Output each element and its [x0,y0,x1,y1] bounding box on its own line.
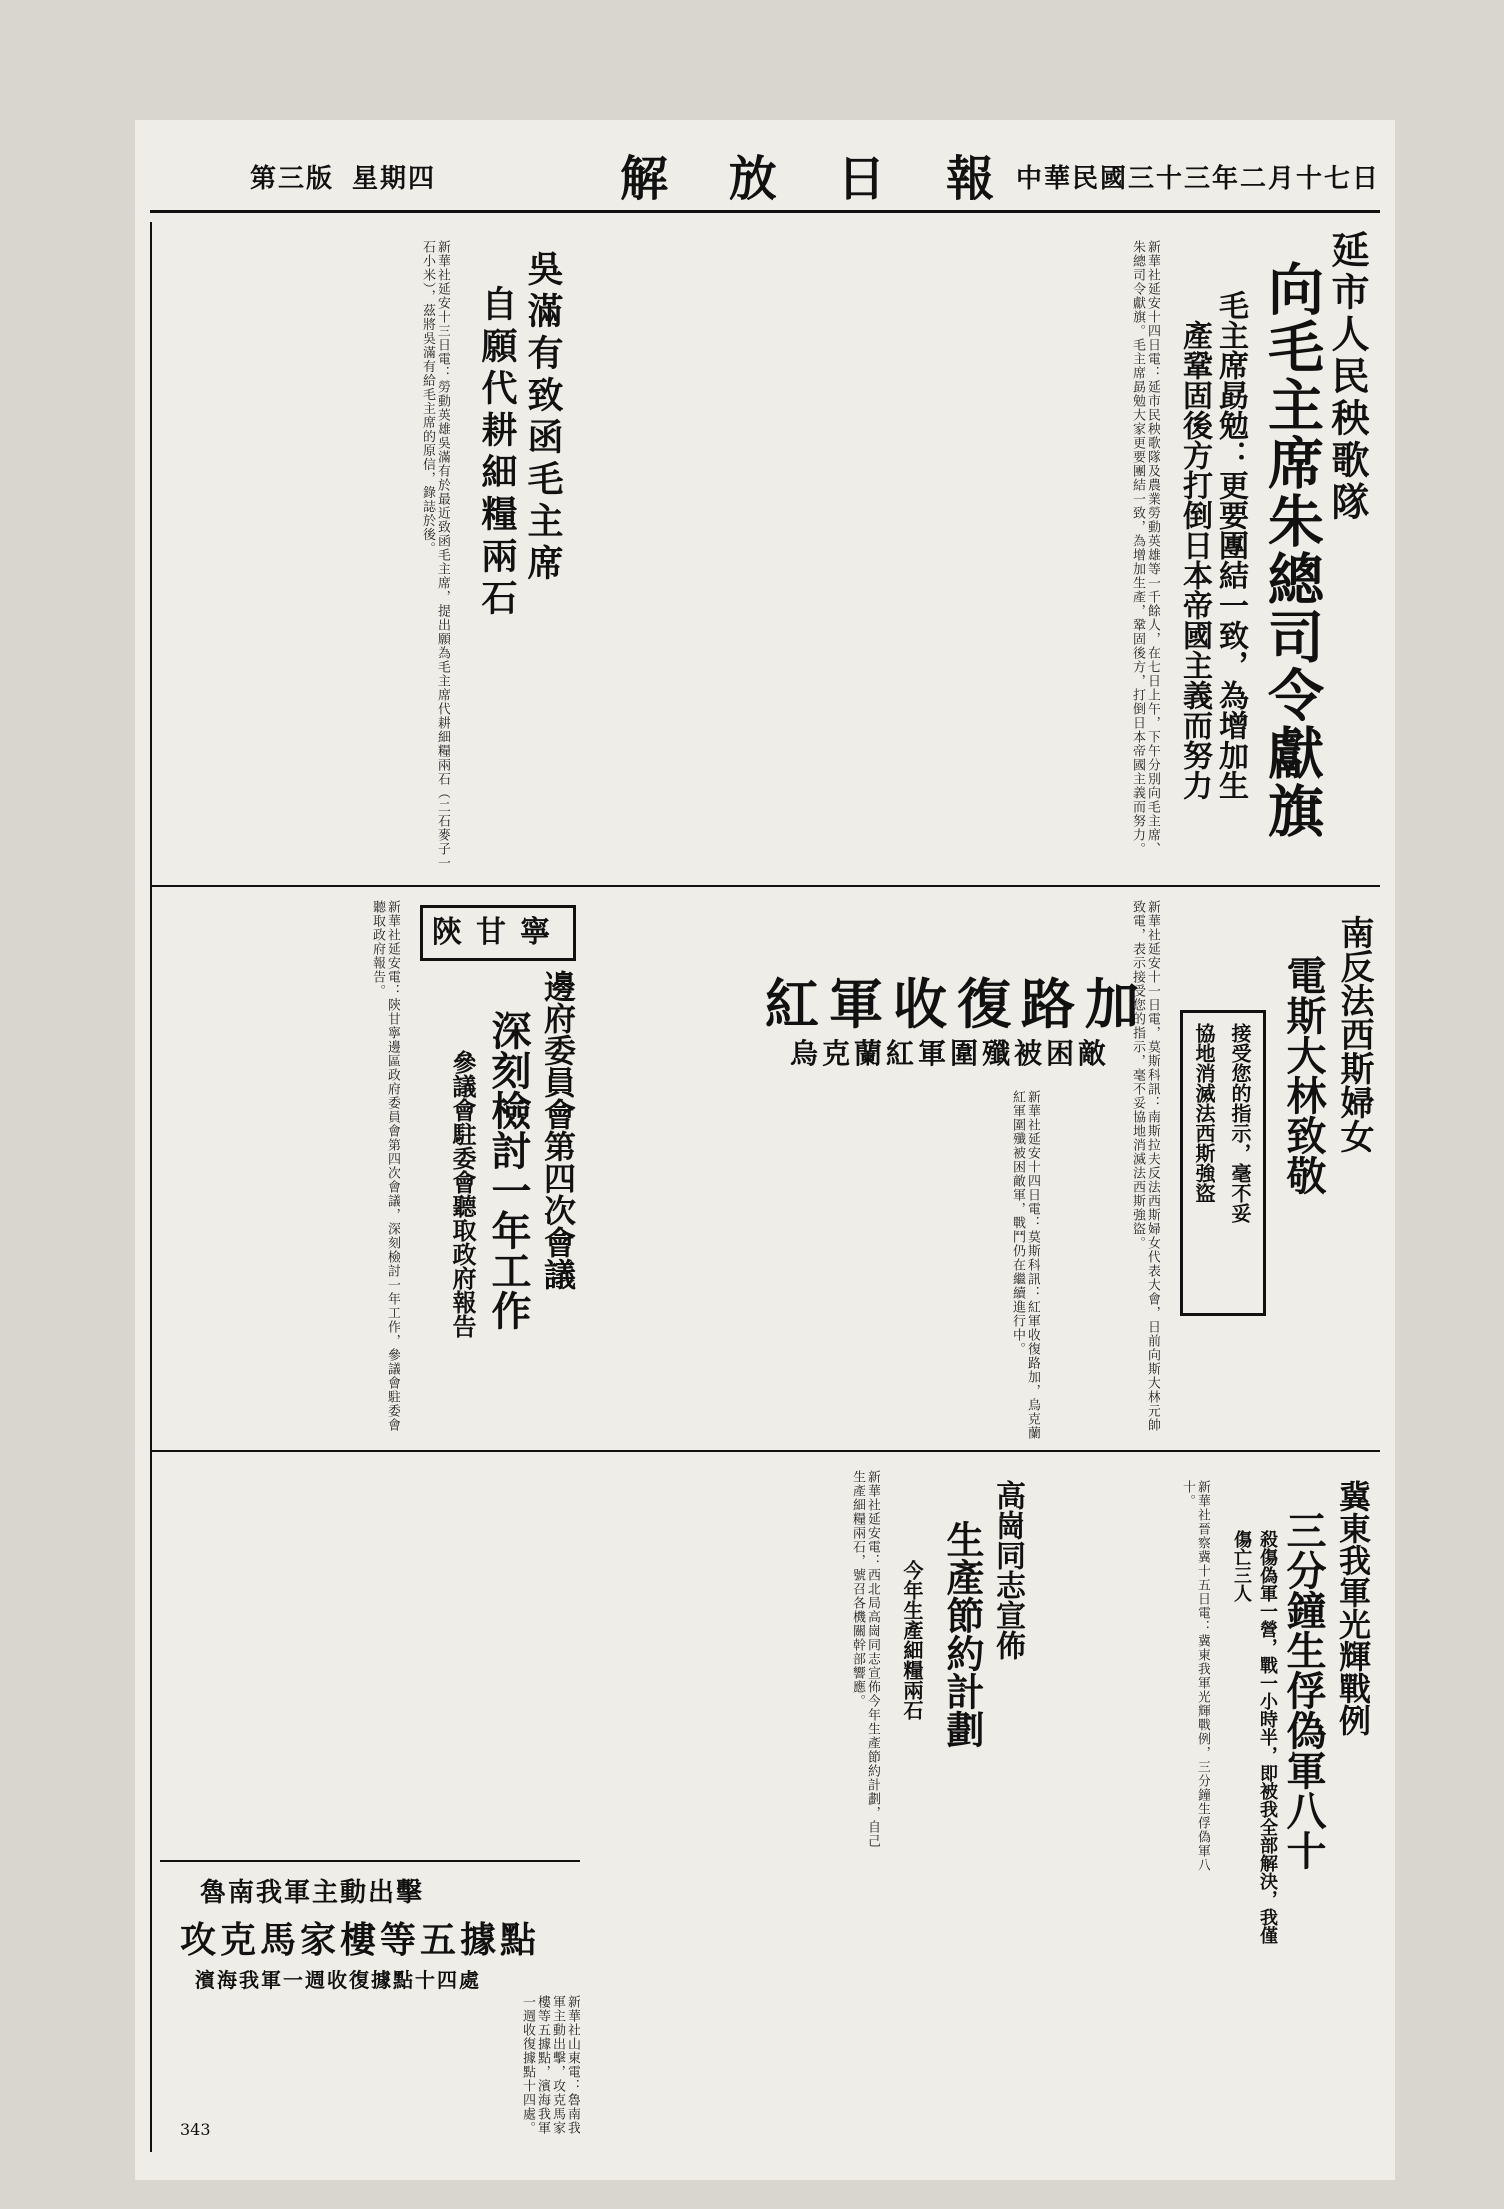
red-army-headline: 紅軍收復路加 [765,972,1149,1036]
gaogang-body: 新華社延安電：西北局高崗同志宣佈今年生產節約計劃，自己生產細糧兩石，號召各機關幹部響應。 [850,1470,880,1848]
masthead-rule [150,210,1380,213]
red-army-body: 新華社延安十四日電：莫斯科訊：紅軍收復路加，烏克蘭紅軍圍殲被困敵軍，戰鬥仍在繼續進行中。 [1010,1090,1040,1440]
wuman-body: 新華社延安十三日電：勞動英雄吳滿有於最近致函毛主席，提出願為毛主席代耕細糧兩石（二石麥子一石小米），茲將吳滿有給毛主席的原信，錄誌於後。 [420,240,450,870]
issue-date: 中華民國三十三年二月十七日 [1015,164,1380,194]
wuman-headline-1: 吳滿有致函毛主席 [522,250,564,586]
wuman-headline-2: 自願代耕細糧兩石 [476,285,518,621]
jidong-headline-1: 冀東我軍光輝戰例 [1334,1480,1372,1736]
red-army-subhead: 烏克蘭紅軍圍殲被困敵 [790,1037,1111,1070]
southern-body: 新華社延安十一日電，莫斯科訊：南斯拉夫反法西斯婦女代表大會，日前向斯大林元帥致電，表示接受您的指示，毫不妥協地消滅法西斯強盜。 [1130,900,1160,1432]
yanshi-subhead-1: 毛主席勗勉：更要團結一致，為增加生 [1213,290,1248,800]
section-rule-2 [150,1450,1380,1452]
region-tag-box [420,905,576,961]
southern-headline-1: 南反法西斯婦女 [1334,915,1374,1153]
section-rule-1 [150,885,1380,887]
yanshi-headline: 向毛主席朱總司令獻旗 [1259,260,1325,840]
section-rule-3 [160,1860,580,1862]
shaanganning-body: 新華社延安電：陝甘寧邊區政府委員會第四次會議，深刻檢討一年工作，參議會駐委會聽取政府報告。 [370,900,400,1432]
page-number: 343 [180,2120,211,2139]
jidong-subhead: 殺傷偽軍一營，戰一小時半，即被我全部解決，我僅傷亡三人 [1231,1530,1278,1944]
region-tag: 陝甘寧 [432,915,564,950]
southern-box-line-2: 協地消滅法西斯強盜 [1192,1023,1216,1203]
gaogang-subhead: 今年生產細糧兩石 [900,1560,924,1720]
lunan-headline: 攻克馬家樓等五據點 [180,1919,541,1961]
lunan-body: 新華社山東電：魯南我軍主動出擊，攻克馬家樓等五據點，濱海我軍一週收復據點十四處。 [520,1995,580,2135]
shaanganning-headline-1: 邊府委員會第四次會議 [539,970,577,1290]
gaogang-headline-1: 高崗同志宣佈 [990,1480,1025,1660]
column-rule [150,222,152,2152]
lunan-kicker: 魯南我軍主動出擊 [200,1878,425,1908]
jidong-body: 新華社晉察冀十五日電：冀東我軍光輝戰例，三分鐘生俘偽軍八十。 [1180,1480,1210,1872]
southern-quote-box [1180,1010,1266,1316]
shaanganning-headline-2: 深刻檢討一年工作 [485,1010,532,1330]
yanshi-kicker: 延市人民秧歌隊 [1325,230,1370,524]
gaogang-headline-2: 生產節約計劃 [940,1520,985,1748]
southern-box-line-1: 接受您的指示，毫不妥 [1228,1023,1252,1223]
filler-column [600,1870,1360,2140]
southern-headline-2: 電斯大林致敬 [1280,955,1327,1195]
edition: 第三版 [250,164,335,194]
newspaper-name: 解 放 日 報 [620,151,1017,207]
yanshi-subhead-2: 產鞏固後方打倒日本帝國主義而努力 [1177,320,1212,800]
yanshi-body: 新華社延安十四日電：延市民秧歌隊及農業勞動英雄等一千餘人，在七日上午，下午分別向毛主席、朱總司令獻旗。毛主席勗勉大家更要團結一致，為增加生產，鞏固後方，打倒日本帝國主義而努力。 [1130,240,1160,856]
jidong-headline-2: 三分鐘生俘偽軍八十 [1280,1510,1327,1870]
lunan-subhead: 濱海我軍一週收復據點十四處 [195,1968,481,1992]
masthead [150,140,1380,210]
weekday: 星期四 [352,164,437,194]
shaanganning-subhead: 參議會駐委會聽取政府報告 [448,1050,477,1338]
